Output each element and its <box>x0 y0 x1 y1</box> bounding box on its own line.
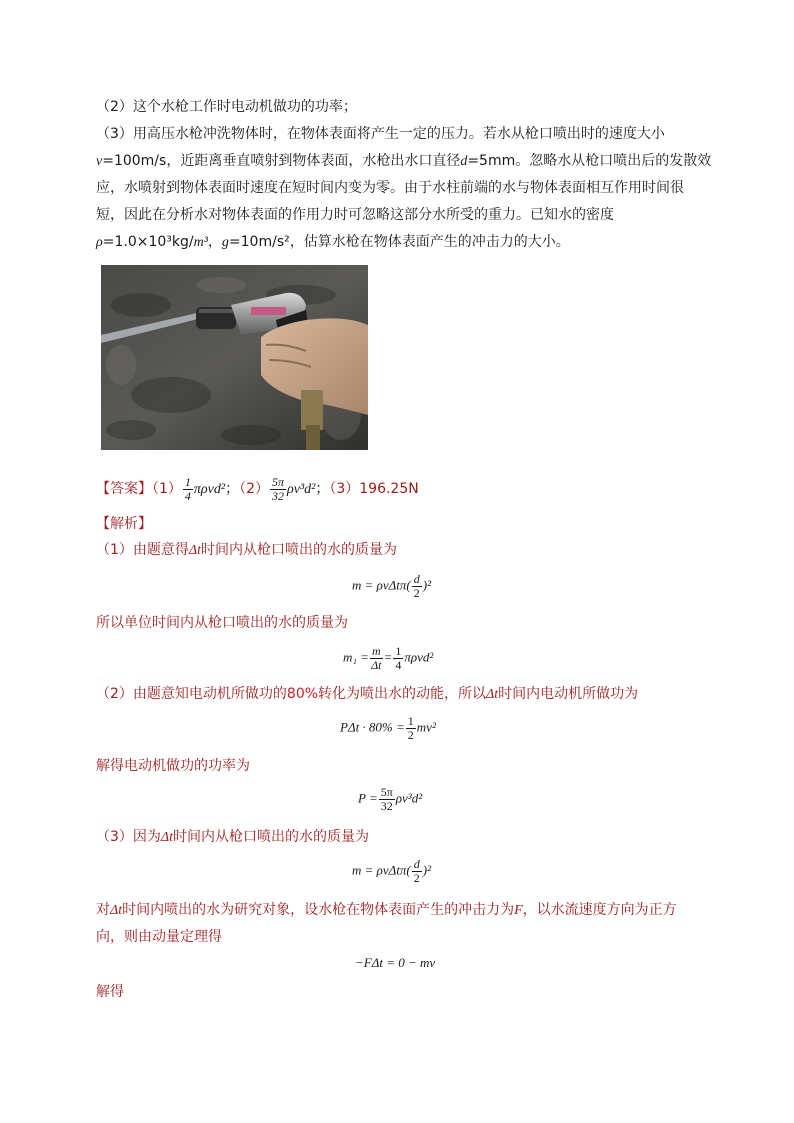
equation-3: PΔt · 80% = $\frac{1}{2}$ mv² <box>340 714 436 742</box>
var-rho: ρ <box>96 235 103 250</box>
analysis-step-8: 解得 <box>96 984 124 1000</box>
equation-5: m = ρvΔtπ( $\frac{d}{2}$ )² <box>352 857 431 885</box>
answer-1-fraction: $\frac{1}{4}$ <box>184 474 191 503</box>
analysis-step-5: （3）因为Δt时间内从枪口喷出的水的质量为 <box>96 829 370 845</box>
answer-part-3: （3）196.25N <box>329 481 419 497</box>
question-part-3-line-3: 应，水喷射到物体表面时速度在短时间内变为零。由于水柱前端的水与物体表面相互作用时间很 <box>96 180 684 196</box>
question-part-2: （2）这个水枪工作时电动机做功的功率； <box>96 99 357 115</box>
analysis-step-7: 向，则由动量定理得 <box>96 929 222 945</box>
text: =1.0×10³kg/ <box>102 234 194 250</box>
analysis-step-4: 解得电动机做功的功率为 <box>96 758 250 774</box>
question-part-3-line-1: （3）用高压水枪冲洗物体时，在物体表面将产生一定的压力。若水从枪口喷出时的速度大小 <box>96 126 665 142</box>
question-part-3-line-4: 短，因此在分析水对物体表面的作用力时可忽略这部分水所受的重力。已知水的密度 <box>96 207 614 223</box>
text: =10m/s²，估算水枪在物体表面产生的冲击力的大小。 <box>228 234 570 250</box>
separator: ； <box>315 481 330 497</box>
answer-2-expr: ρv³d² <box>287 482 316 497</box>
analysis-step-6: 对Δt时间内喷出的水为研究对象，设水枪在物体表面产生的冲击力为F，以水流速度方向为正方 <box>96 902 677 918</box>
text: =100m/s，近距离垂直喷射到物体表面，水枪出水口直径 <box>102 153 461 169</box>
text: ， <box>207 234 222 250</box>
answer-line <box>96 474 419 504</box>
analysis-step-1: （1）由题意得Δt时间内从枪口喷出的水的质量为 <box>96 542 398 558</box>
analysis-step-3: （2）由题意知电动机所做功的80%转化为喷出水的动能，所以Δt时间内电动机所做功为 <box>96 686 639 702</box>
var-g: g <box>221 235 229 250</box>
equation-1: m = ρvΔtπ( $\frac{d}{2}$ )² <box>352 572 431 600</box>
analysis-label: 【解析】 <box>96 516 152 532</box>
question-part-3-line-5 <box>96 232 570 253</box>
answer-part-2-label: （2） <box>239 481 269 497</box>
answer-part-1-label: （1） <box>152 481 182 497</box>
water-gun-photo <box>101 265 368 450</box>
answer-2-fraction: $\frac{5\pi}{32}$ <box>272 474 285 503</box>
equation-4: P = $\frac{5\pi}{32}$ ρv³d² <box>358 785 423 813</box>
var-v: v <box>96 154 103 169</box>
answer-label: 【答案】 <box>96 481 152 497</box>
water-gun-illustration <box>101 265 368 450</box>
question-part-3-line-2 <box>96 151 711 172</box>
unit-m3: m³ <box>193 235 208 250</box>
text: =5mm。忽略水从枪口喷出后的发散效 <box>467 153 712 169</box>
analysis-step-2: 所以单位时间内从枪口喷出的水的质量为 <box>96 615 348 631</box>
answer-1-expr: πρvd² <box>193 482 226 497</box>
equation-6: −FΔt = 0 − mv <box>355 955 436 970</box>
var-d: d <box>460 154 468 169</box>
equation-2: m₁ = $\frac{m}{\Delta t}$ = $\frac{1}{4}$ πρvd² <box>343 644 434 672</box>
separator: ； <box>225 481 240 497</box>
